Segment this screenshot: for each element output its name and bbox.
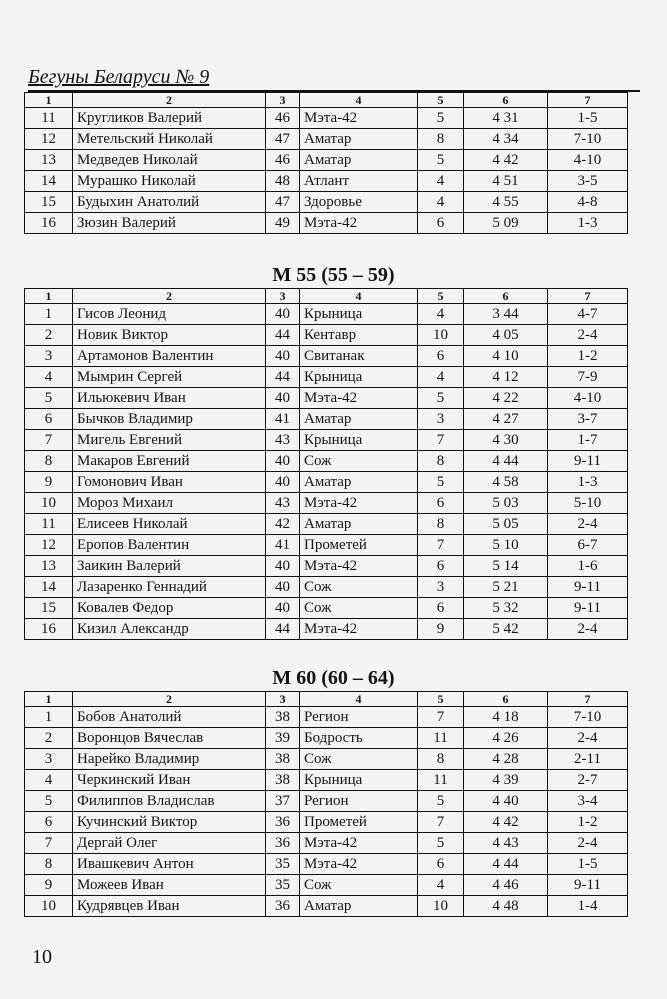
results-table-m60 xyxy=(24,691,628,917)
table-cell: 11 xyxy=(418,770,464,791)
table-cell: 5 xyxy=(418,388,464,409)
table-cell: 16 xyxy=(25,619,73,640)
table-cell: 4-8 xyxy=(548,192,628,213)
column-header: 5 xyxy=(418,93,464,108)
table-cell: 37 xyxy=(266,791,300,812)
table-cell: 4 xyxy=(25,770,73,791)
table-cell: 5 xyxy=(418,472,464,493)
table-row xyxy=(25,619,628,640)
table-cell: Сож xyxy=(300,598,418,619)
table-cell: 7 xyxy=(418,707,464,728)
table-cell: Еропов Валентин xyxy=(73,535,266,556)
table-cell: 4 xyxy=(418,875,464,896)
table-cell: 40 xyxy=(266,346,300,367)
table-cell: Атлант xyxy=(300,171,418,192)
table-cell: 40 xyxy=(266,556,300,577)
table-cell: Кизил Александр xyxy=(73,619,266,640)
column-header: 4 xyxy=(300,692,418,707)
table-row xyxy=(25,770,628,791)
table-cell: 4 51 xyxy=(464,171,548,192)
table-row xyxy=(25,896,628,917)
table-cell: Кучинский Виктор xyxy=(73,812,266,833)
column-header: 2 xyxy=(73,692,266,707)
table-cell: Мэта-42 xyxy=(300,854,418,875)
column-header-row xyxy=(25,289,628,304)
table-cell: Нарейко Владимир xyxy=(73,749,266,770)
table-cell: 7 xyxy=(418,535,464,556)
table-cell: 4 xyxy=(418,367,464,388)
table-cell: 7 xyxy=(25,833,73,854)
table-cell: Воронцов Вячеслав xyxy=(73,728,266,749)
table-cell: 47 xyxy=(266,192,300,213)
table-cell: Мороз Михаил xyxy=(73,493,266,514)
table-cell: Регион xyxy=(300,791,418,812)
table-cell: 4 xyxy=(418,192,464,213)
publication-title: Бегуны Беларуси № 9 xyxy=(28,66,210,88)
table-cell: 4 xyxy=(418,171,464,192)
column-header: 1 xyxy=(25,93,73,108)
table-cell: Можеев Иван xyxy=(73,875,266,896)
table-cell: 4 12 xyxy=(464,367,548,388)
table-row xyxy=(25,493,628,514)
table-cell: 4-7 xyxy=(548,304,628,325)
table-cell: 8 xyxy=(25,854,73,875)
table-cell: 5 42 xyxy=(464,619,548,640)
section-title-m60: М 60 (60 – 64) xyxy=(272,667,395,689)
table-row xyxy=(25,535,628,556)
column-header: 4 xyxy=(300,289,418,304)
table-cell: 7 xyxy=(418,812,464,833)
table-cell: 5 14 xyxy=(464,556,548,577)
table-cell: 8 xyxy=(418,749,464,770)
table-cell: 38 xyxy=(266,707,300,728)
table-cell: 5 xyxy=(418,150,464,171)
table-cell: Мэта-42 xyxy=(300,108,418,129)
table-cell: 2 xyxy=(25,728,73,749)
column-header: 2 xyxy=(73,289,266,304)
column-header: 4 xyxy=(300,93,418,108)
section-title-m55: М 55 (55 – 59) xyxy=(272,264,395,286)
table-cell: Аматар xyxy=(300,896,418,917)
table-cell: 14 xyxy=(25,171,73,192)
column-header: 1 xyxy=(25,289,73,304)
table-cell: 4-10 xyxy=(548,150,628,171)
table-cell: 4 xyxy=(418,304,464,325)
table-cell: 9 xyxy=(25,875,73,896)
table-cell: 36 xyxy=(266,812,300,833)
table-cell: 4 44 xyxy=(464,854,548,875)
table-row xyxy=(25,749,628,770)
table-cell: 3 xyxy=(25,346,73,367)
table-cell: 6 xyxy=(418,854,464,875)
table-cell: 1-2 xyxy=(548,346,628,367)
table-cell: 9 xyxy=(25,472,73,493)
table-cell: 6-7 xyxy=(548,535,628,556)
table-cell: 5 10 xyxy=(464,535,548,556)
table-cell: 16 xyxy=(25,213,73,234)
column-header: 7 xyxy=(548,93,628,108)
table-cell: 36 xyxy=(266,833,300,854)
table-cell: 4 42 xyxy=(464,812,548,833)
table-cell: Лазаренко Геннадий xyxy=(73,577,266,598)
table-cell: 46 xyxy=(266,150,300,171)
table-cell: 1-5 xyxy=(548,854,628,875)
table-cell: Мэта-42 xyxy=(300,833,418,854)
table-row xyxy=(25,514,628,535)
table-cell: Кудрявцев Иван xyxy=(73,896,266,917)
table-cell: 40 xyxy=(266,304,300,325)
table-cell: Сож xyxy=(300,577,418,598)
table-cell: Мэта-42 xyxy=(300,619,418,640)
table-cell: 4 42 xyxy=(464,150,548,171)
table-cell: 48 xyxy=(266,171,300,192)
table-cell: Метельский Николай xyxy=(73,129,266,150)
table-cell: 4 58 xyxy=(464,472,548,493)
table-row xyxy=(25,728,628,749)
table-cell: Свитанак xyxy=(300,346,418,367)
table-row xyxy=(25,171,628,192)
table-cell: 40 xyxy=(266,388,300,409)
table-cell: 43 xyxy=(266,430,300,451)
table-row xyxy=(25,409,628,430)
table-row xyxy=(25,213,628,234)
table-cell: 6 xyxy=(25,409,73,430)
table-cell: Елисеев Николай xyxy=(73,514,266,535)
table-cell: 6 xyxy=(418,556,464,577)
table-cell: 5-10 xyxy=(548,493,628,514)
table-cell: 8 xyxy=(418,514,464,535)
table-cell: 6 xyxy=(418,598,464,619)
table-row xyxy=(25,556,628,577)
table-cell: 3-5 xyxy=(548,171,628,192)
table-cell: 8 xyxy=(418,129,464,150)
table-cell: Будыхин Анатолий xyxy=(73,192,266,213)
table-cell: Бычков Владимир xyxy=(73,409,266,430)
table-cell: 4 43 xyxy=(464,833,548,854)
table-cell: 11 xyxy=(418,728,464,749)
table-cell: 2-7 xyxy=(548,770,628,791)
table-cell: Здоровье xyxy=(300,192,418,213)
table-cell: 4 44 xyxy=(464,451,548,472)
table-row xyxy=(25,854,628,875)
table-cell: 42 xyxy=(266,514,300,535)
page-number: 10 xyxy=(32,946,52,968)
table-cell: Гисов Леонид xyxy=(73,304,266,325)
table-cell: 5 03 xyxy=(464,493,548,514)
table-cell: Сож xyxy=(300,451,418,472)
table-cell: 2-4 xyxy=(548,325,628,346)
table-cell: 6 xyxy=(25,812,73,833)
table-cell: 44 xyxy=(266,619,300,640)
table-cell: Ковалев Федор xyxy=(73,598,266,619)
column-header-row xyxy=(25,93,628,108)
table-row xyxy=(25,192,628,213)
table-row xyxy=(25,388,628,409)
table-cell: Медведев Николай xyxy=(73,150,266,171)
table-cell: 3 xyxy=(25,749,73,770)
table-cell: 4 31 xyxy=(464,108,548,129)
table-cell: 2-4 xyxy=(548,833,628,854)
table-cell: 5 32 xyxy=(464,598,548,619)
table-cell: 14 xyxy=(25,577,73,598)
table-cell: Мигель Евгений xyxy=(73,430,266,451)
column-header: 6 xyxy=(464,93,548,108)
table-cell: Крыница xyxy=(300,367,418,388)
table-cell: 4 26 xyxy=(464,728,548,749)
table-cell: 7 xyxy=(25,430,73,451)
table-row xyxy=(25,707,628,728)
table-cell: Ивашкевич Антон xyxy=(73,854,266,875)
table-cell: 1-6 xyxy=(548,556,628,577)
table-cell: 5 xyxy=(418,833,464,854)
table-cell: Аматар xyxy=(300,514,418,535)
table-cell: Аматар xyxy=(300,150,418,171)
table-cell: 3 xyxy=(418,409,464,430)
table-cell: 8 xyxy=(25,451,73,472)
table-cell: 38 xyxy=(266,770,300,791)
table-cell: 1-3 xyxy=(548,213,628,234)
table-cell: 4 28 xyxy=(464,749,548,770)
table-cell: 7 xyxy=(418,430,464,451)
table-cell: Черкинский Иван xyxy=(73,770,266,791)
table-cell: 35 xyxy=(266,875,300,896)
table-cell: 7-9 xyxy=(548,367,628,388)
table-cell: 47 xyxy=(266,129,300,150)
column-header: 7 xyxy=(548,692,628,707)
table-cell: 15 xyxy=(25,192,73,213)
table-row xyxy=(25,430,628,451)
table-cell: Кентавр xyxy=(300,325,418,346)
table-cell: 10 xyxy=(25,493,73,514)
column-header: 5 xyxy=(418,692,464,707)
table-cell: 39 xyxy=(266,728,300,749)
table-cell: 9-11 xyxy=(548,598,628,619)
table-cell: Зюзин Валерий xyxy=(73,213,266,234)
table-row xyxy=(25,367,628,388)
table-cell: 3 xyxy=(418,577,464,598)
table-cell: 3-7 xyxy=(548,409,628,430)
table-cell: Филиппов Владислав xyxy=(73,791,266,812)
table-cell: 2-11 xyxy=(548,749,628,770)
table-cell: 46 xyxy=(266,108,300,129)
table-cell: Дергай Олег xyxy=(73,833,266,854)
table-cell: 1-5 xyxy=(548,108,628,129)
table-cell: Мэта-42 xyxy=(300,388,418,409)
table-cell: 4 30 xyxy=(464,430,548,451)
table-cell: 7-10 xyxy=(548,129,628,150)
table-cell: 2-4 xyxy=(548,619,628,640)
table-cell: Прометей xyxy=(300,812,418,833)
table-cell: Макаров Евгений xyxy=(73,451,266,472)
table-cell: 2 xyxy=(25,325,73,346)
table-cell: 8 xyxy=(418,451,464,472)
column-header: 2 xyxy=(73,93,266,108)
running-header xyxy=(28,66,640,92)
table-cell: 4 xyxy=(25,367,73,388)
table-row xyxy=(25,304,628,325)
table-cell: Кругликов Валерий xyxy=(73,108,266,129)
table-cell: 40 xyxy=(266,472,300,493)
table-cell: 4 40 xyxy=(464,791,548,812)
table-cell: 10 xyxy=(25,896,73,917)
table-cell: Прометей xyxy=(300,535,418,556)
table-cell: 1-3 xyxy=(548,472,628,493)
table-cell: 41 xyxy=(266,409,300,430)
table-cell: 5 09 xyxy=(464,213,548,234)
table-cell: 4 18 xyxy=(464,707,548,728)
table-cell: 13 xyxy=(25,150,73,171)
table-cell: Крыница xyxy=(300,770,418,791)
table-cell: Заикин Валерий xyxy=(73,556,266,577)
table-cell: 1 xyxy=(25,304,73,325)
table-cell: Регион xyxy=(300,707,418,728)
table-cell: 10 xyxy=(418,325,464,346)
table-cell: Артамонов Валентин xyxy=(73,346,266,367)
table-cell: Гомонович Иван xyxy=(73,472,266,493)
results-table-continued xyxy=(24,92,628,234)
table-cell: 49 xyxy=(266,213,300,234)
table-row xyxy=(25,346,628,367)
table-cell: 5 05 xyxy=(464,514,548,535)
table-cell: 1 xyxy=(25,707,73,728)
table-cell: 6 xyxy=(418,213,464,234)
table-row xyxy=(25,791,628,812)
table-cell: 3-4 xyxy=(548,791,628,812)
table-cell: Сож xyxy=(300,875,418,896)
table-cell: 6 xyxy=(418,493,464,514)
table-cell: 5 xyxy=(25,791,73,812)
table-cell: Ильюкевич Иван xyxy=(73,388,266,409)
table-row xyxy=(25,472,628,493)
table-cell: 4 48 xyxy=(464,896,548,917)
table-row xyxy=(25,325,628,346)
table-cell: 4 39 xyxy=(464,770,548,791)
table-row xyxy=(25,875,628,896)
table-cell: 7-10 xyxy=(548,707,628,728)
table-cell: 44 xyxy=(266,325,300,346)
table-cell: 2-4 xyxy=(548,514,628,535)
table-cell: 3 44 xyxy=(464,304,548,325)
table-cell: 11 xyxy=(25,514,73,535)
column-header-row xyxy=(25,692,628,707)
table-cell: Мэта-42 xyxy=(300,213,418,234)
table-cell: 11 xyxy=(25,108,73,129)
table-cell: 43 xyxy=(266,493,300,514)
table-cell: 38 xyxy=(266,749,300,770)
table-row xyxy=(25,812,628,833)
table-cell: 4-10 xyxy=(548,388,628,409)
table-cell: 36 xyxy=(266,896,300,917)
table-cell: Бодрость xyxy=(300,728,418,749)
table-row xyxy=(25,129,628,150)
table-cell: 4 05 xyxy=(464,325,548,346)
table-row xyxy=(25,150,628,171)
table-cell: 4 10 xyxy=(464,346,548,367)
column-header: 3 xyxy=(266,289,300,304)
table-cell: 13 xyxy=(25,556,73,577)
table-cell: 9 xyxy=(418,619,464,640)
table-cell: Мэта-42 xyxy=(300,556,418,577)
column-header: 3 xyxy=(266,93,300,108)
table-cell: 1-2 xyxy=(548,812,628,833)
table-cell: Мэта-42 xyxy=(300,493,418,514)
table-cell: Сож xyxy=(300,749,418,770)
column-header: 7 xyxy=(548,289,628,304)
table-row xyxy=(25,108,628,129)
table-cell: 2-4 xyxy=(548,728,628,749)
table-cell: Мымрин Сергей xyxy=(73,367,266,388)
table-cell: 12 xyxy=(25,129,73,150)
table-cell: 40 xyxy=(266,577,300,598)
table-cell: 5 xyxy=(418,791,464,812)
table-cell: Крыница xyxy=(300,430,418,451)
column-header: 6 xyxy=(464,692,548,707)
table-cell: 4 27 xyxy=(464,409,548,430)
table-cell: Аматар xyxy=(300,472,418,493)
table-cell: 35 xyxy=(266,854,300,875)
table-cell: 4 34 xyxy=(464,129,548,150)
table-cell: 12 xyxy=(25,535,73,556)
table-cell: 40 xyxy=(266,451,300,472)
table-cell: 1-7 xyxy=(548,430,628,451)
table-cell: Новик Виктор xyxy=(73,325,266,346)
table-row xyxy=(25,577,628,598)
table-cell: 5 xyxy=(418,108,464,129)
column-header: 5 xyxy=(418,289,464,304)
table-cell: 40 xyxy=(266,598,300,619)
table-cell: Мурашко Николай xyxy=(73,171,266,192)
table-cell: 6 xyxy=(418,346,464,367)
table-cell: 41 xyxy=(266,535,300,556)
table-cell: Крыница xyxy=(300,304,418,325)
table-row xyxy=(25,451,628,472)
table-cell: 44 xyxy=(266,367,300,388)
column-header: 6 xyxy=(464,289,548,304)
table-cell: 9-11 xyxy=(548,875,628,896)
table-cell: 9-11 xyxy=(548,451,628,472)
table-cell: Бобов Анатолий xyxy=(73,707,266,728)
results-table-m55 xyxy=(24,288,628,640)
table-cell: 15 xyxy=(25,598,73,619)
table-cell: 1-4 xyxy=(548,896,628,917)
table-cell: 4 22 xyxy=(464,388,548,409)
table-cell: Аматар xyxy=(300,409,418,430)
table-row xyxy=(25,598,628,619)
table-cell: Аматар xyxy=(300,129,418,150)
table-row xyxy=(25,833,628,854)
table-cell: 10 xyxy=(418,896,464,917)
table-cell: 4 55 xyxy=(464,192,548,213)
table-cell: 4 46 xyxy=(464,875,548,896)
table-cell: 5 xyxy=(25,388,73,409)
column-header: 3 xyxy=(266,692,300,707)
column-header: 1 xyxy=(25,692,73,707)
table-cell: 5 21 xyxy=(464,577,548,598)
table-cell: 9-11 xyxy=(548,577,628,598)
